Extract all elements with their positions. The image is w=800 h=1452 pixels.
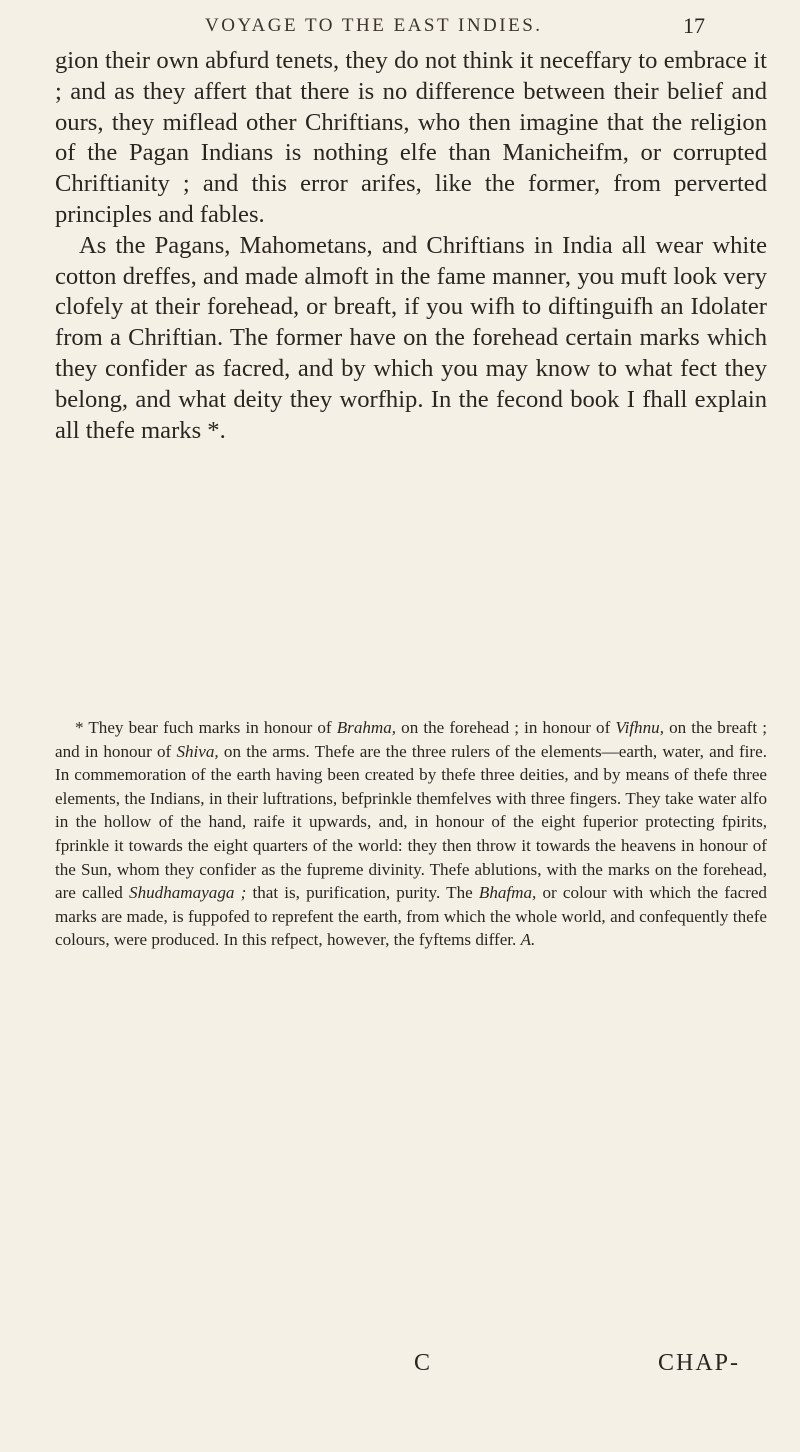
footnote-paragraph xyxy=(55,716,767,952)
paragraph-2 xyxy=(55,231,767,447)
footnote-term-shudhamayaga: Shudhamayaga ; xyxy=(129,883,247,903)
footnote-text-1: They bear fuch marks in honour of xyxy=(88,718,337,737)
paragraph-2-text: As the Pagans, Mahometans, and Chriftians in India all wear white cotton dreffes, and made almoft in the fame manner, you muft look very clofely at their forehead, or breaft, if you wifh to diftinguifh an Idolater from a Chriftian. The former have on the forehead certain marks which they confider as facred, and by which you may know to what fect they belong, and what deity they worfhip. In the fecond book I fhall explain all thefe marks *. xyxy=(55,231,767,444)
footnote-text-4: on the arms. Thefe are the three rulers of the elements—earth, water, and fire. In commemoration of the earth having been created by thefe three deities, and by means of thefe three elements, the Indians, in their luftrations, befprinkle themfelves with three fingers. They take water alfo in the hollow of the hand, raife it upwards, and, in honour of the eight fuperior protecting fpirits, fprinkle it towards the eight quarters of the world: they then throw it towards the heavens in honour of the Sun, whom they confider as the fupreme divinity. Thefe ablutions, with the marks on the forehead, are called xyxy=(55,741,767,903)
page-footer xyxy=(0,1350,800,1390)
paragraph-1: gion their own abfurd tenets, they do not think it neceffary to embrace it ; and as they affert that there is no difference between their belief and ours, they miflead other Chriftians, who then imagine that the religion of the Pagan Indians is nothing elfe than Manicheifm, or corrupted Chriftianity ; and this error arifes, like the former, from perverted principles and fables. xyxy=(55,47,767,228)
footnote-text-3: on the breaft ; and in honour of xyxy=(55,718,767,761)
catchword: CHAP- xyxy=(658,1350,741,1376)
running-title: VOYAGE TO THE EAST INDIES. xyxy=(205,15,543,36)
main-text xyxy=(55,46,767,446)
footnote-deity-shiva: Shiva, xyxy=(176,741,219,761)
footnote-text-2: on the forehead ; in honour of xyxy=(396,718,616,737)
footnote-deity-vishnu: Vifhnu, xyxy=(615,718,664,737)
footnote-term-bhasma: Bhafma, xyxy=(478,883,537,903)
page-number: 17 xyxy=(683,13,705,38)
signature-mark: C xyxy=(414,1350,432,1376)
footnote-text-6: or colour with which the facred marks are made, is fuppofed to reprefent the earth, from which the whole world, and confequently thefe colours, were produced. In this refpect, however, the fyftems differ. xyxy=(55,883,767,950)
footnote xyxy=(55,716,767,952)
footnote-marker: * xyxy=(75,718,84,737)
page-header xyxy=(205,8,705,44)
footnote-text-5: that is, purification, purity. The xyxy=(246,883,479,903)
footnote-deity-brahma: Brahma, xyxy=(336,718,397,737)
footnote-signoff: A. xyxy=(520,930,536,950)
